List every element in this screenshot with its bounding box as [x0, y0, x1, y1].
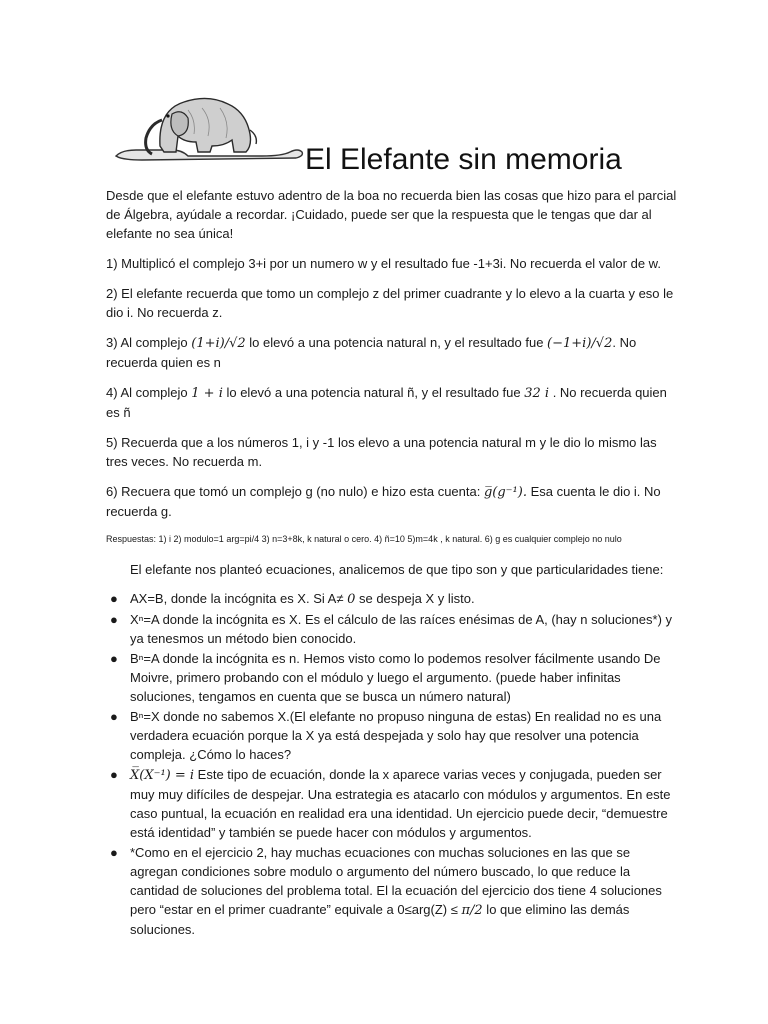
bullet-icon: ● — [110, 612, 118, 627]
list-item — [110, 765, 678, 842]
elephant-in-boa-illustration — [112, 90, 312, 170]
bullet-3-text: Bⁿ=A donde la incógnita es n. Hemos visto como lo podemos resolver fácilmente usando De Moivre, primero probando con el módulo y luego el argumento. (puede haber infinitas soluciones, tengamos en cuenta que se busca un número natural) — [130, 651, 661, 704]
bullet-5-math: X̅(X⁻¹) = i — [130, 768, 195, 783]
list-item — [110, 843, 678, 939]
problem-1: 1) Multiplicó el complejo 3+i por un numero w y el resultado fue -1+3i. No recuerda el valor de w. — [106, 256, 661, 271]
list-item — [110, 610, 678, 648]
problem-5: 5) Recuerda que a los números 1, i y -1 los elevo a una potencia natural m y le dio lo mismo las tres veces. No recuerda m. — [106, 435, 657, 469]
intro-paragraph: Desde que el elefante estuvo adentro de la boa no recuerda bien las cosas que hizo para el parcial de Álgebra, ayúdale a recordar. ¡Cuidado, puede ser que la respuesta que le tengas que dar al elefante no sea única! — [106, 188, 677, 241]
bullet-icon: ● — [110, 651, 118, 666]
problem-3-text-c: . No recuerda quien es n — [106, 335, 637, 370]
problem-6-text-b: Esa cuenta le dio i. No recuerda g. — [106, 484, 661, 519]
page-title: El Elefante sin memoria — [305, 143, 622, 176]
problem-3 — [106, 333, 678, 372]
bullet-icon: ● — [110, 767, 118, 782]
problem-6-math: g̅(g⁻¹). — [483, 485, 527, 500]
problem-4 — [106, 383, 678, 422]
list-item — [110, 649, 678, 706]
problem-4-text-b: lo elevó a una potencia natural ñ, y el resultado fue — [222, 385, 525, 400]
problem-6-text-a: 6) Recuera que tomó un complejo g (no nulo) e hizo esta cuenta: — [106, 484, 484, 499]
problem-4-math-a: 1 + i — [191, 386, 223, 401]
bullet-1-math: 0 — [347, 592, 356, 607]
problem-4-text-a: 4) Al complejo — [106, 385, 192, 400]
equations-intro: El elefante nos planteó ecuaciones, analicemos de que tipo son y que particularidades tiene: — [130, 562, 664, 577]
document-header — [112, 90, 672, 185]
problem-3-text-a: 3) Al complejo — [106, 335, 192, 350]
document-body — [106, 186, 678, 940]
bullet-6-text-b: lo que elimino las demás soluciones. — [130, 902, 630, 937]
problem-3-fraction-a: (1+i)/√2 — [191, 336, 246, 351]
bullet-1-text-a: AX=B, donde la incógnita es X. Si A≠ — [130, 591, 348, 606]
bullet-5-text: Este tipo de ecuación, donde la x aparece varias veces y conjugada, pueden ser muy muy difíciles de despejar. Una estrategia es atacarlo con módulos y argumentos. En este caso puntual, la ecuación en realidad era una identidad. Un ejercicio puede decir, “demuestre está identidad” y también se puede hacer con módulos y argumentos. — [130, 767, 671, 840]
bullet-icon: ● — [110, 845, 118, 860]
bullet-icon: ● — [110, 709, 118, 724]
bullet-6-math: π/2 — [461, 903, 483, 918]
bullet-2-text: Xⁿ=A donde la incógnita es X. Es el cálculo de las raíces enésimas de A, (hay n soluciones*) y ya tenesmos un método bien conocido. — [130, 612, 673, 646]
problem-4-text-c: . No recuerda quien es ñ — [106, 385, 667, 420]
problem-4-math-b: 32 i — [524, 386, 550, 401]
problem-3-fraction-b: (−1+i)/√2 — [547, 336, 613, 351]
problem-2: 2) El elefante recuerda que tomo un complejo z del primer cuadrante y lo elevo a la cuarta y eso le dio i. No recuerda z. — [106, 286, 674, 320]
problem-6 — [106, 482, 678, 521]
problem-3-text-b: lo elevó a una potencia natural n, y el resultado fue — [245, 335, 548, 350]
bullet-6-text-a: *Como en el ejercicio 2, hay muchas ecuaciones con muchas soluciones en las que se agregan condiciones sobre modulo o argumento del número buscado, lo que reduce la cantidad de soluciones del problema total. El la ecuación del ejercicio dos tiene 4 soluciones pero “estar en el primer cuadrante” equivale a 0≤arg(Z) ≤ — [130, 845, 662, 917]
bullet-1-text-b: se despeja X y listo. — [355, 591, 475, 606]
bullet-icon: ● — [110, 591, 118, 606]
bullet-4-text: Bⁿ=X donde no sabemos X.(El elefante no propuso ninguna de estas) En realidad no es una verdadera ecuación porque la X ya está despejada y solo hay que resolver una potencia compleja. ¿Cómo lo haces? — [130, 709, 662, 762]
answers-line: Respuestas: 1) i 2) modulo=1 arg=pi/4 3) n=3+8k, k natural o cero. 4) ñ=10 5)m=4k , k natural. 6) g es cualquier complejo no nulo — [106, 534, 622, 544]
equations-list — [106, 589, 678, 939]
list-item — [110, 707, 678, 764]
list-item — [110, 589, 678, 609]
